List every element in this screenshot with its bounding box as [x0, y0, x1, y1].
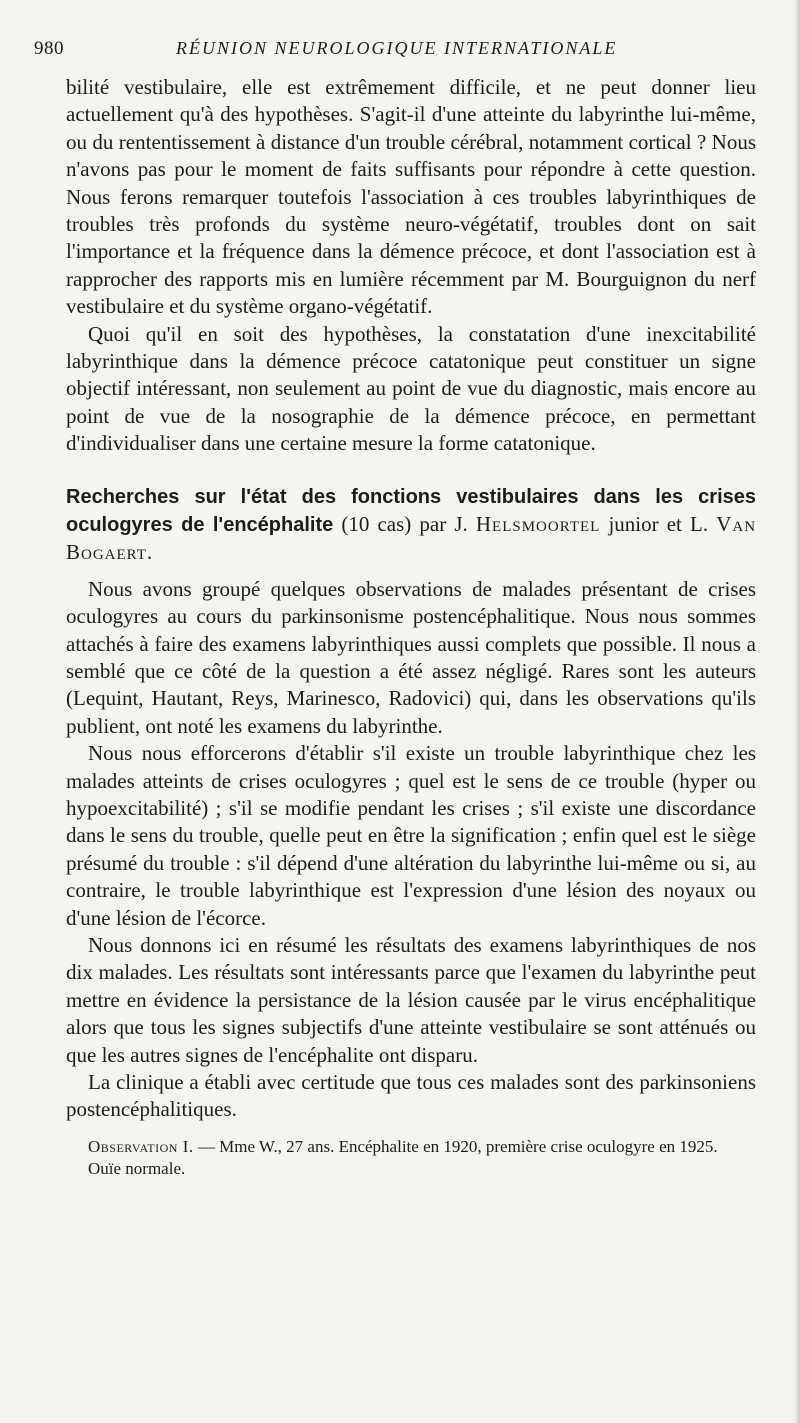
- author-junior: junior et: [608, 511, 682, 536]
- paragraph-results: Nous donnons ici en résumé les résultats des examens labyrinthiques de nos dix malades. Les résultats sont intéressants parce que l'examen du labyrinthe peut mettre en évidence la persistance de la lésion causée par le virus encéphalitique alors que tous les signes subjectifs d'une atteinte vestibulaire se sont atténués ou que les autres signes de l'encéphalite ont disparu.: [66, 932, 756, 1067]
- paragraph-intro: Nous avons groupé quelques observations de malades présentant de crises oculogyres au cours du parkinsonisme postencéphalitique. Nous nous sommes attachés à faire des examens labyrinthiques aussi complets que possible. Il nous a semblé que ce côté de la question a été assez négligé. Rares sont les auteurs (Lequint, Hautant, Reys, Marinesco, Radovici) qui, dans les observations qu'ils publient, ont noté les examens du labyrinthe.: [66, 576, 756, 738]
- page-number: 980: [34, 38, 64, 59]
- running-title: RÉUNION NEUROLOGIQUE INTERNATIONALE: [176, 38, 618, 58]
- section-count: (10 cas) par J.: [341, 511, 468, 536]
- observation-text: — Mme W., 27 ans. Encéphalite en 1920, première crise oculogyre en 1925.: [197, 1136, 718, 1156]
- section-heading: [66, 483, 756, 566]
- paragraph-conclusion: Quoi qu'il en soit des hypothèses, la constatation d'une inexcitabilité labyrinthique dans la démence précoce catatonique peut constituer un signe objectif intéressant, non seulement au point de vue du diagnostic, mais encore au point de vue de la nosographie de la démence précoce, en permettant d'individualiser dans une certaine mesure la forme catatonique.: [66, 321, 756, 456]
- observation-label: Observation I.: [88, 1136, 194, 1156]
- paragraph-objectives: Nous nous efforcerons d'établir s'il existe un trouble labyrinthique chez les malades atteints de crises oculogyres ; quel est le sens de ce trouble (hyper ou hypoexcitabilité) ; s'il se modifie pendant les crises ; s'il existe une discordance dans le sens du trouble, quelle peut en être la signification ; enfin quel est le siège présumé du trouble : s'il dépend d'une altération du labyrinthe lui-même ou si, au contraire, le trouble labyrinthique est l'expression d'une lésion des noyaux ou d'une lésion de l'écorce.: [66, 741, 756, 930]
- running-head: [34, 38, 770, 64]
- paragraph-clinic: La clinique a établi avec certitude que tous ces malades sont des parkinsoniens postencéphalitiques.: [66, 1070, 756, 1122]
- observation-note: Ouïe normale.: [88, 1158, 186, 1178]
- author-helsmoortel: Helsmoortel: [475, 511, 601, 536]
- author-van-bogaert: Van Bogaert.: [66, 511, 757, 564]
- page-edge-shadow: [794, 0, 800, 1423]
- paragraph-continuation: bilité vestibulaire, elle est extrêmement difficile, et ne peut donner lieu actuellement qu'à des hypothèses. S'agit-il d'une atteinte du labyrinthe lui-même, ou du rententissement à distance d'un trouble cérébral, notamment cortical ? Nous n'avons pas pour le moment de faits suffisants pour répondre à cette question. Nous ferons remarquer toutefois l'association à ces troubles labyrinthiques de troubles très profonds du système neuro-végétatif, troubles dont on sait l'importance et la fréquence dans la démence précoce, et dont l'association est à rapprocher des rapports mis en lumière récemment par M. Bourguignon du nerf vestibulaire et du système organo-végétatif.: [66, 75, 756, 319]
- body-text: [66, 74, 756, 1180]
- author-initial: L.: [690, 511, 709, 536]
- section-title: Recherches sur l'état des fonctions vestibulaires dans les crises oculogyres de l'encéphalite: [66, 485, 756, 536]
- observation-entry: [66, 1136, 756, 1158]
